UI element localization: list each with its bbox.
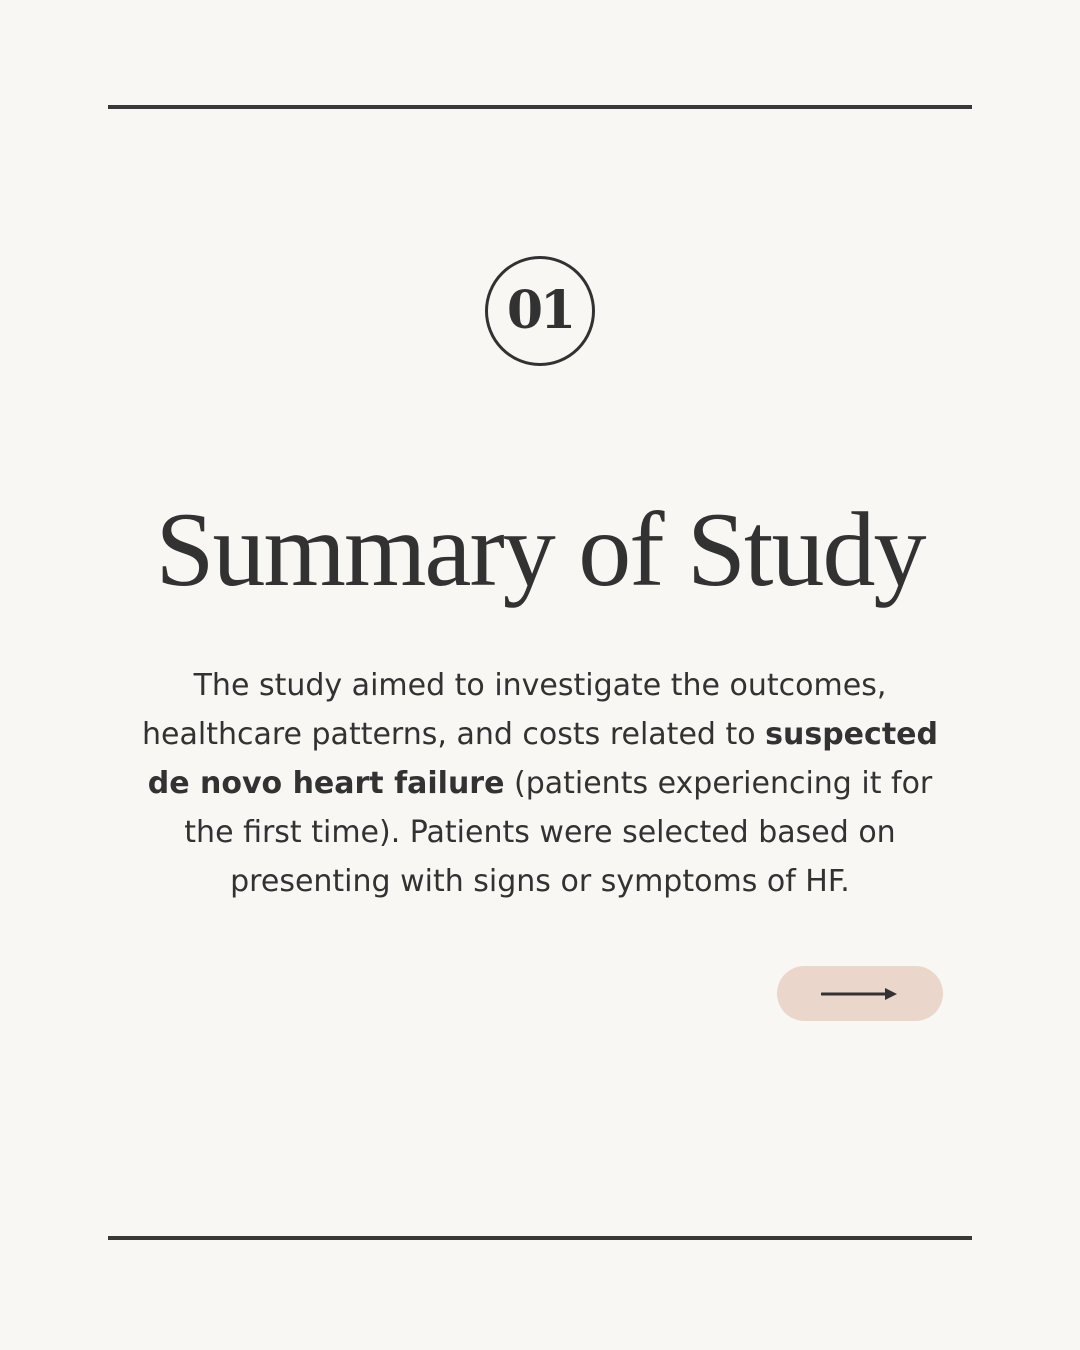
- summary-intro: The study aimed to investigate the outcomes, healthcare patterns, and costs related to: [142, 668, 887, 752]
- summary-highlight: suspected de novo heart failure: [147, 717, 938, 801]
- summary-rest: (patients experiencing it for the first time). Patients were selected based on presenting with signs or symptoms of HF.: [184, 766, 933, 899]
- bottom-divider: [108, 1236, 972, 1240]
- arrow-right-icon: [821, 986, 899, 1002]
- step-number-badge: [485, 256, 595, 366]
- step-number: 01: [506, 280, 574, 341]
- next-button[interactable]: [777, 966, 943, 1021]
- top-divider: [108, 105, 972, 109]
- page-title: Summary of Study: [155, 491, 925, 608]
- summary-paragraph: [120, 661, 960, 906]
